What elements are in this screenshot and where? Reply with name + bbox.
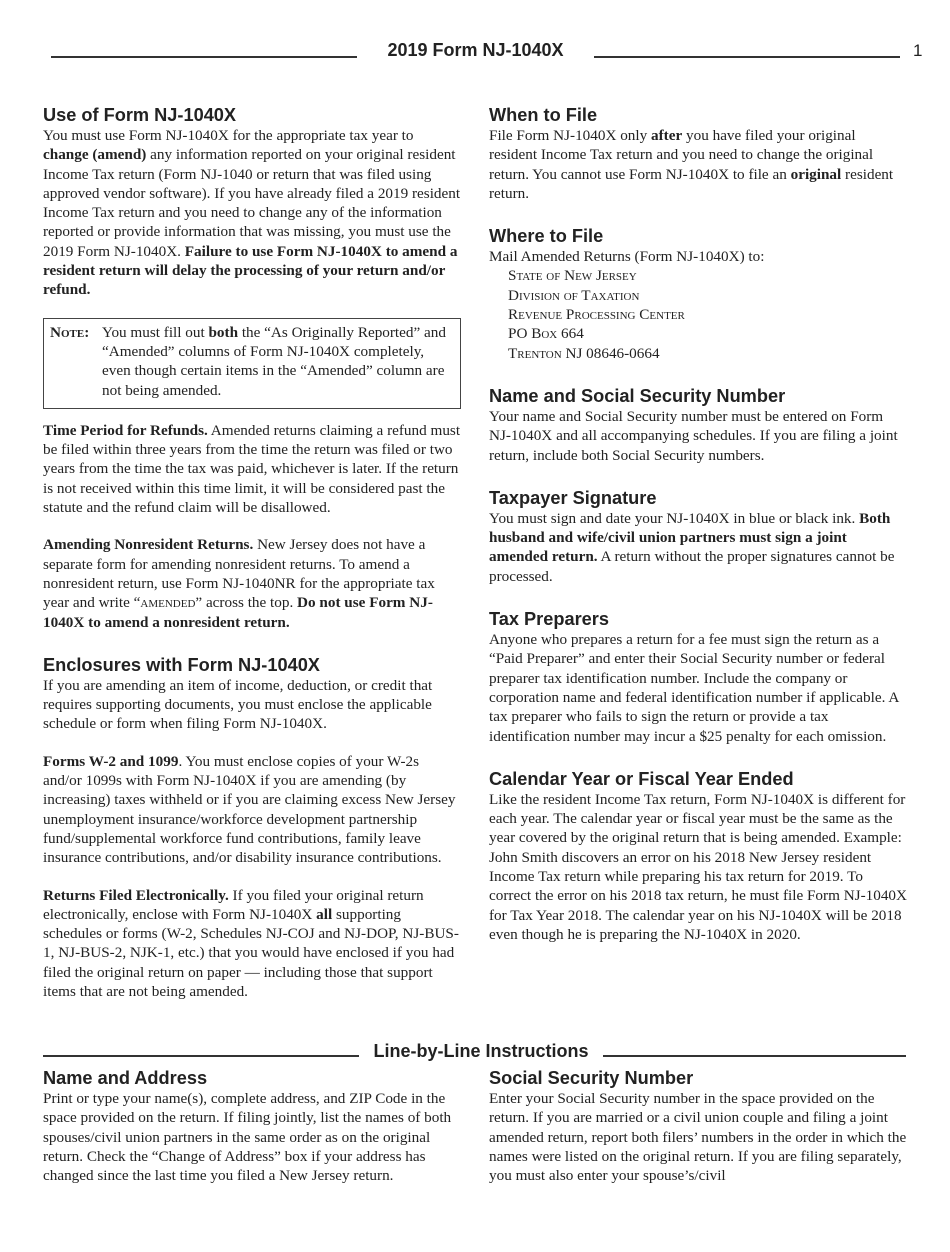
name-address-paragraph: Print or type your name(s), complete address, and ZIP Code in the space provided on the return. If filing jointly, list the names of both spouses/civil union partners in the same order as on the original return. Check the “Change of Address” box if your address has changed since the last time you filed a New Jersey return.: [43, 1090, 452, 1185]
ssn-paragraph: Enter your Social Security number in the space provided on the return. If you are married or a civil union couple and filing a joint amended return, report both filers’ numbers in the order in which the names were listed on the original return. If you are filing separately, you must also enter your spouse’s/civil: [489, 1090, 907, 1185]
header-rule-right: [594, 56, 900, 58]
efile-paragraph: [43, 886, 461, 1002]
name-ssn-paragraph: Your name and Social Security number must be entered on Form NJ-1040X and all accompanying schedules. If you are filing a joint return, include both Social Security numbers.: [489, 407, 898, 464]
nonres-bold: Amending Nonresident Returns.: [43, 536, 254, 554]
name-address-heading: Name and Address: [43, 1068, 208, 1088]
enclosures-heading: Enclosures with Form NJ-1040X: [43, 654, 320, 675]
w2-text: . You must enclose copies of your W-2s and/or 1099s with Form NJ-1040X if you are amending (by increasing) taxes withheld or if you are claiming excess New Jersey unemployment insurance/workforce development partnership fund/supplemental workforce fund contributions, family leave insurance contributions, and/or disability insurance contributions.: [43, 752, 456, 867]
when-bold-2: original: [790, 165, 842, 183]
use-of-form-heading: Use of Form NJ-1040X: [43, 105, 237, 125]
use-text-2: any information reported on your original resident Income Tax return (Form NJ-1040 or return that was filed using approved vendor software). If you have already filed a 2019 resident Income Tax return and you need to change any of the information reported or provide information that was missing, you must use the 2019 Form NJ-1040X.: [43, 146, 461, 260]
nonres-text: New Jersey does not have a separate form for amending nonresident returns. To amend a nonresident return, use Form NJ-1040NR for the appropriate tax year and write “: [43, 536, 435, 612]
left-column: [43, 104, 461, 1001]
use-text-1: You must use Form NJ-1040X for the appropriate tax year to: [43, 127, 414, 144]
address-line: Trenton NJ 08646-0664: [508, 344, 660, 362]
refund-bold: Time Period for Refunds.: [43, 421, 208, 439]
when-to-file-paragraph: [489, 126, 907, 203]
note-bold: both: [208, 323, 239, 341]
refund-text: Amended returns claiming a refund must be filed within three years from the time the return was filed or two years from the time the tax was paid, whichever is later. If the return is not received within this time limit, it will be considered past the statute and the refund claim will be disallowed.: [43, 421, 461, 517]
when-bold: after: [651, 127, 683, 144]
note-label: Note:: [50, 323, 90, 341]
lbl-rule-right: [603, 1055, 906, 1057]
use-bold-1: change (amend): [43, 146, 147, 164]
sig-text-2: A return without the proper signatures cannot be processed.: [489, 548, 895, 585]
note-box: [43, 318, 461, 409]
tax-preparers-heading: Tax Preparers: [489, 609, 609, 630]
address-line: Revenue Processing Center: [508, 306, 685, 324]
nonresident-paragraph: [43, 535, 461, 631]
address-line: Division of Taxation: [508, 286, 640, 304]
form-title: 2019 Form NJ-1040X: [387, 40, 564, 60]
w2-bold: Forms W-2 and 1099: [43, 752, 179, 770]
nonres-amended: amended: [140, 594, 196, 612]
when-to-file-heading: When to File: [489, 105, 598, 125]
mailing-address: [489, 266, 907, 362]
line-by-line-heading: Line-by-Line Instructions: [373, 1041, 589, 1061]
tax-preparers-paragraph: Anyone who prepares a return for a fee must sign the return as a “Paid Preparer” and enter their Social Security number or federal preparer tax identification number. Include the company or corporation name and federal identification number if applicable. A tax preparer who fails to sign the return or provide a tax identification number may incur a $25 penalty for each omission.: [489, 631, 899, 745]
note-text-2: the “As Originally Reported” and “Amended” columns of Form NJ-1040X completely, even though certain items in the “Amended” column are not being amended.: [102, 323, 446, 399]
page-number: 1: [913, 41, 923, 60]
w2-paragraph: [43, 752, 461, 868]
ssn-heading: Social Security Number: [489, 1068, 694, 1088]
header-rule-left: [51, 56, 357, 58]
refund-period-paragraph: [43, 421, 461, 517]
efile-bold: Returns Filed Electronically.: [43, 886, 229, 904]
use-bold-2: Failure to use Form NJ-1040X to amend a resident return will delay the processing of your return and/or refund.: [43, 242, 458, 299]
note-text: [102, 323, 454, 400]
address-line: PO Box 664: [508, 325, 584, 343]
sig-bold: Both husband and wife/civil union partners must sign a joint amended return.: [489, 509, 891, 566]
when-text-3: resident return.: [489, 165, 894, 202]
where-to-file-text: Mail Amended Returns (Form NJ-1040X) to:: [489, 248, 765, 266]
where-to-file-heading: Where to File: [489, 226, 604, 247]
efile-text-2: supporting schedules or forms (W-2, Schedules NJ-COJ and NJ-DOP, NJ-BUS-1, NJ-BUS-2, NJK-1, etc.) that you would have enclosed if you had filed the original return on paper — including those that support items that are not being amended.: [43, 905, 459, 1000]
note-text-1: You must fill out: [102, 323, 205, 341]
when-text-1: File Form NJ-1040X only: [489, 127, 648, 144]
use-of-form-paragraph: [43, 126, 461, 300]
efile-bold-2: all: [316, 905, 333, 923]
calendar-year-paragraph: Like the resident Income Tax return, Form NJ-1040X is different for each year. The calendar year or fiscal year must be the same as the year covered by the original return that is being amended. Example: John Smith discovers an error on his 2018 New Jersey resident Income Tax return while preparing his tax return for 2019. To correct the error on his 2018 tax return, he must file Form NJ-1040X for Tax Year 2018. The calendar year on his NJ-1040X will be 2018 even though he is preparing the NJ-1040X in 2020.: [489, 790, 907, 943]
sig-text: You must sign and date your NJ-1040X in blue or black ink.: [489, 509, 856, 527]
when-text-2: you have filed your original resident Income Tax return and you need to change the original return. You cannot use Form NJ-1040X to file an: [489, 127, 874, 183]
address-line: State of New Jersey: [508, 267, 637, 285]
nonres-bold-end: Do not use Form NJ-1040X to amend a nonresident return.: [43, 594, 433, 631]
right-column: [489, 104, 907, 944]
taxpayer-signature-heading: Taxpayer Signature: [489, 487, 657, 508]
name-address-section: [43, 1067, 461, 1185]
nonres-text-2: ” across the top.: [195, 594, 294, 612]
efile-text: If you filed your original return electronically, enclose with Form NJ-1040X: [43, 886, 424, 923]
name-ssn-heading: Name and Social Security Number: [489, 385, 786, 406]
enclosures-paragraph: If you are amending an item of income, deduction, or credit that requires supporting documents, you must enclose the applicable schedule or form when filing Form NJ-1040X.: [43, 676, 433, 733]
taxpayer-signature-paragraph: [489, 509, 907, 586]
calendar-year-heading: Calendar Year or Fiscal Year Ended: [489, 768, 794, 789]
lbl-rule-left: [43, 1055, 359, 1057]
ssn-section: [489, 1067, 907, 1185]
